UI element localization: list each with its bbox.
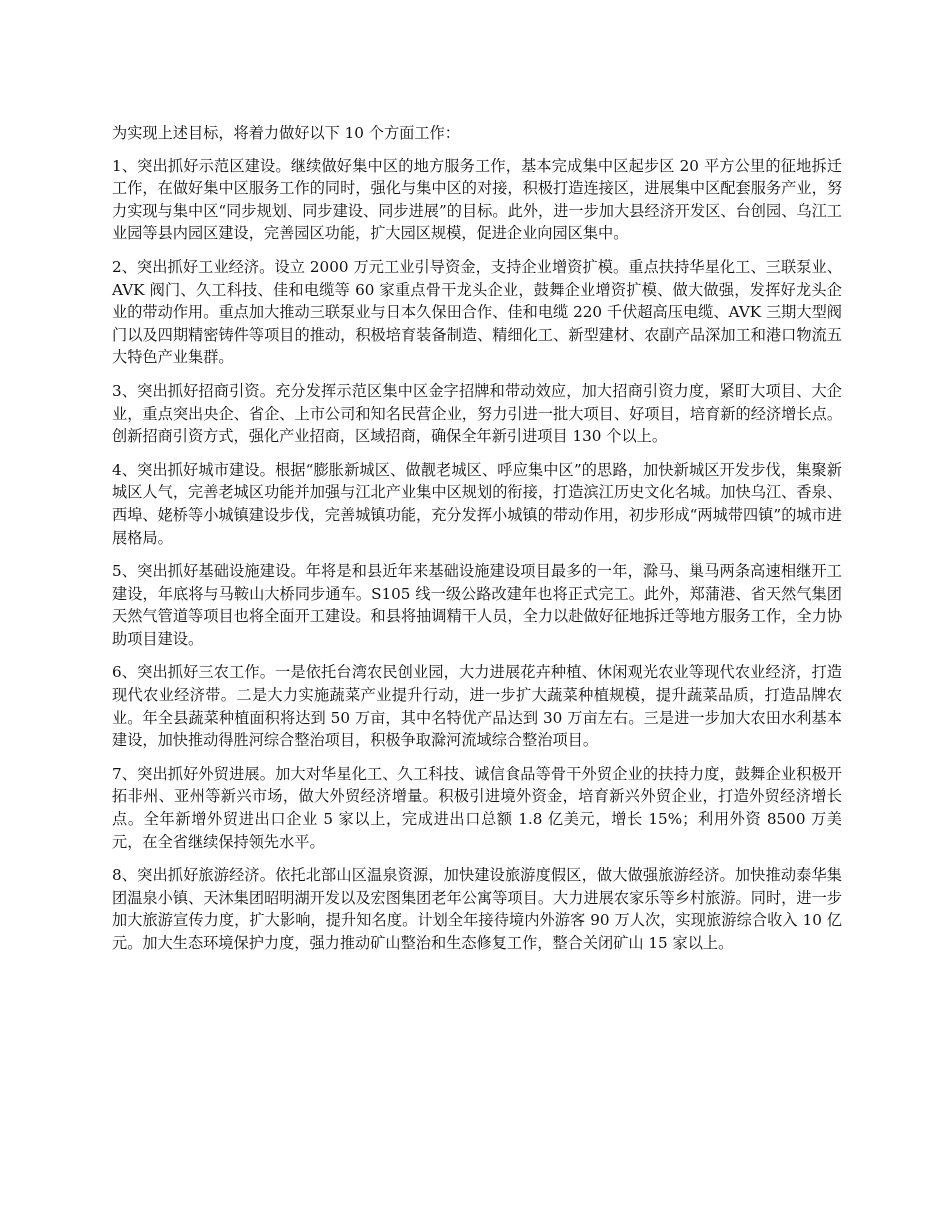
document-body — [112, 122, 842, 966]
paragraph-5-infrastructure: 5、突出抓好基础设施建设。年将是和县近年来基础设施建设项目最多的一年，滁马、巢马两条高速相继开工建设，年底将与马鞍山大桥同步通车。S105 线一级公路改建年也将正式完工。此外，郑蒲港、省天然气集团天然气管道等项目也将全面开工建设。和县将抽调精干人员，全力以赴做好征地拆迁等地方服务工作，全力协助项目建设。 — [112, 562, 842, 648]
paragraph-8-tourism: 8、突出抓好旅游经济。依托北部山区温泉资源，加快建设旅游度假区，做大做强旅游经济。加快推动泰华集团温泉小镇、天沐集团昭明湖开发以及宏图集团老年公寓等项目。大力进展农家乐等乡村旅游。同时，进一步加大旅游宣传力度，扩大影响，提升知名度。计划全年接待境内外游客 90 万人次，实现旅游综合收入 10 亿元。加大生态环境保护力度，强力推动矿山整治和生态修复工作，整合关闭矿山 15 家以上。 — [112, 866, 842, 952]
paragraph-1-demonstration-zone: 1、突出抓好示范区建设。继续做好集中区的地方服务工作，基本完成集中区起步区 20 平方公里的征地拆迁工作，在做好集中区服务工作的同时，强化与集中区的对接，积极打造连接区，进展集中区配套服务产业，努力实现与集中区“同步规划、同步建设、同步进展”的目标。此外，进一步加大县经济开发区、台创园、乌江工业园等县内园区建设，完善园区功能，扩大园区规模，促进企业向园区集中。 — [112, 156, 842, 243]
paragraph-2-industrial-economy: 2、突出抓好工业经济。设立 2000 万元工业引导资金，支持企业增资扩模。重点扶持华星化工、三联泵业、AVK 阀门、久工科技、佳和电缆等 60 家重点骨干龙头企业，鼓舞企业增资扩模、做大做强，发挥好龙头企业的带动作用。重点加大推动三联泵业与日本久保田合作、佳和电缆 220 千伏超高压电缆、AVK 三期大型阀门以及四期精密铸件等项目的推动，积极培育装备制造、精细化工、新型建材、农副产品深加工和港口物流五大特色产业集群。 — [112, 257, 842, 367]
paragraph-3-investment-promotion: 3、突出抓好招商引资。充分发挥示范区集中区金字招牌和带动效应，加大招商引资力度，紧盯大项目、大企业，重点突出央企、省企、上市公司和知名民营企业，努力引进一批大项目、好项目，培育新的经济增长点。创新招商引资方式，强化产业招商，区域招商，确保全年新引进项目 130 个以上。 — [112, 381, 842, 446]
paragraph-7-foreign-trade: 7、突出抓好外贸进展。加大对华星化工、久工科技、诚信食品等骨干外贸企业的扶持力度，鼓舞企业积极开拓非州、亚州等新兴市场，做大外贸经济增量。积极引进境外资金，培育新兴外贸企业，打造外贸经济增长点。全年新增外贸进出口企业 5 家以上，完成进出口总额 1.8 亿美元，增长 15%；利用外资 8500 万美元，在全省继续保持领先水平。 — [112, 764, 842, 851]
paragraph-4-urban-construction: 4、突出抓好城市建设。根据“膨胀新城区、做靓老城区、呼应集中区”的思路，加快新城区开发步伐，集聚新城区人气，完善老城区功能并加强与江北产业集中区规划的衔接，打造滨江历史文化名城。加快乌江、香泉、西埠、姥桥等小城镇建设步伐，完善城镇功能，充分发挥小城镇的带动作用，初步形成“两城带四镇”的城市进展格局。 — [112, 460, 842, 547]
paragraph-6-agriculture: 6、突出抓好三农工作。一是依托台湾农民创业园，大力进展花卉种植、休闲观光农业等现代农业经济，打造现代农业经济带。二是大力实施蔬菜产业提升行动，进一步扩大蔬菜种植规模，提升蔬菜品质，打造品牌农业。年全县蔬菜种植面积将达到 50 万亩，其中名特优产品达到 30 万亩左右。三是进一步加大农田水利基本建设，加快推动得胜河综合整治项目，积极争取滁河流域综合整治项目。 — [112, 663, 842, 750]
intro-paragraph: 为实现上述目标，将着力做好以下 10 个方面工作： — [112, 124, 460, 142]
